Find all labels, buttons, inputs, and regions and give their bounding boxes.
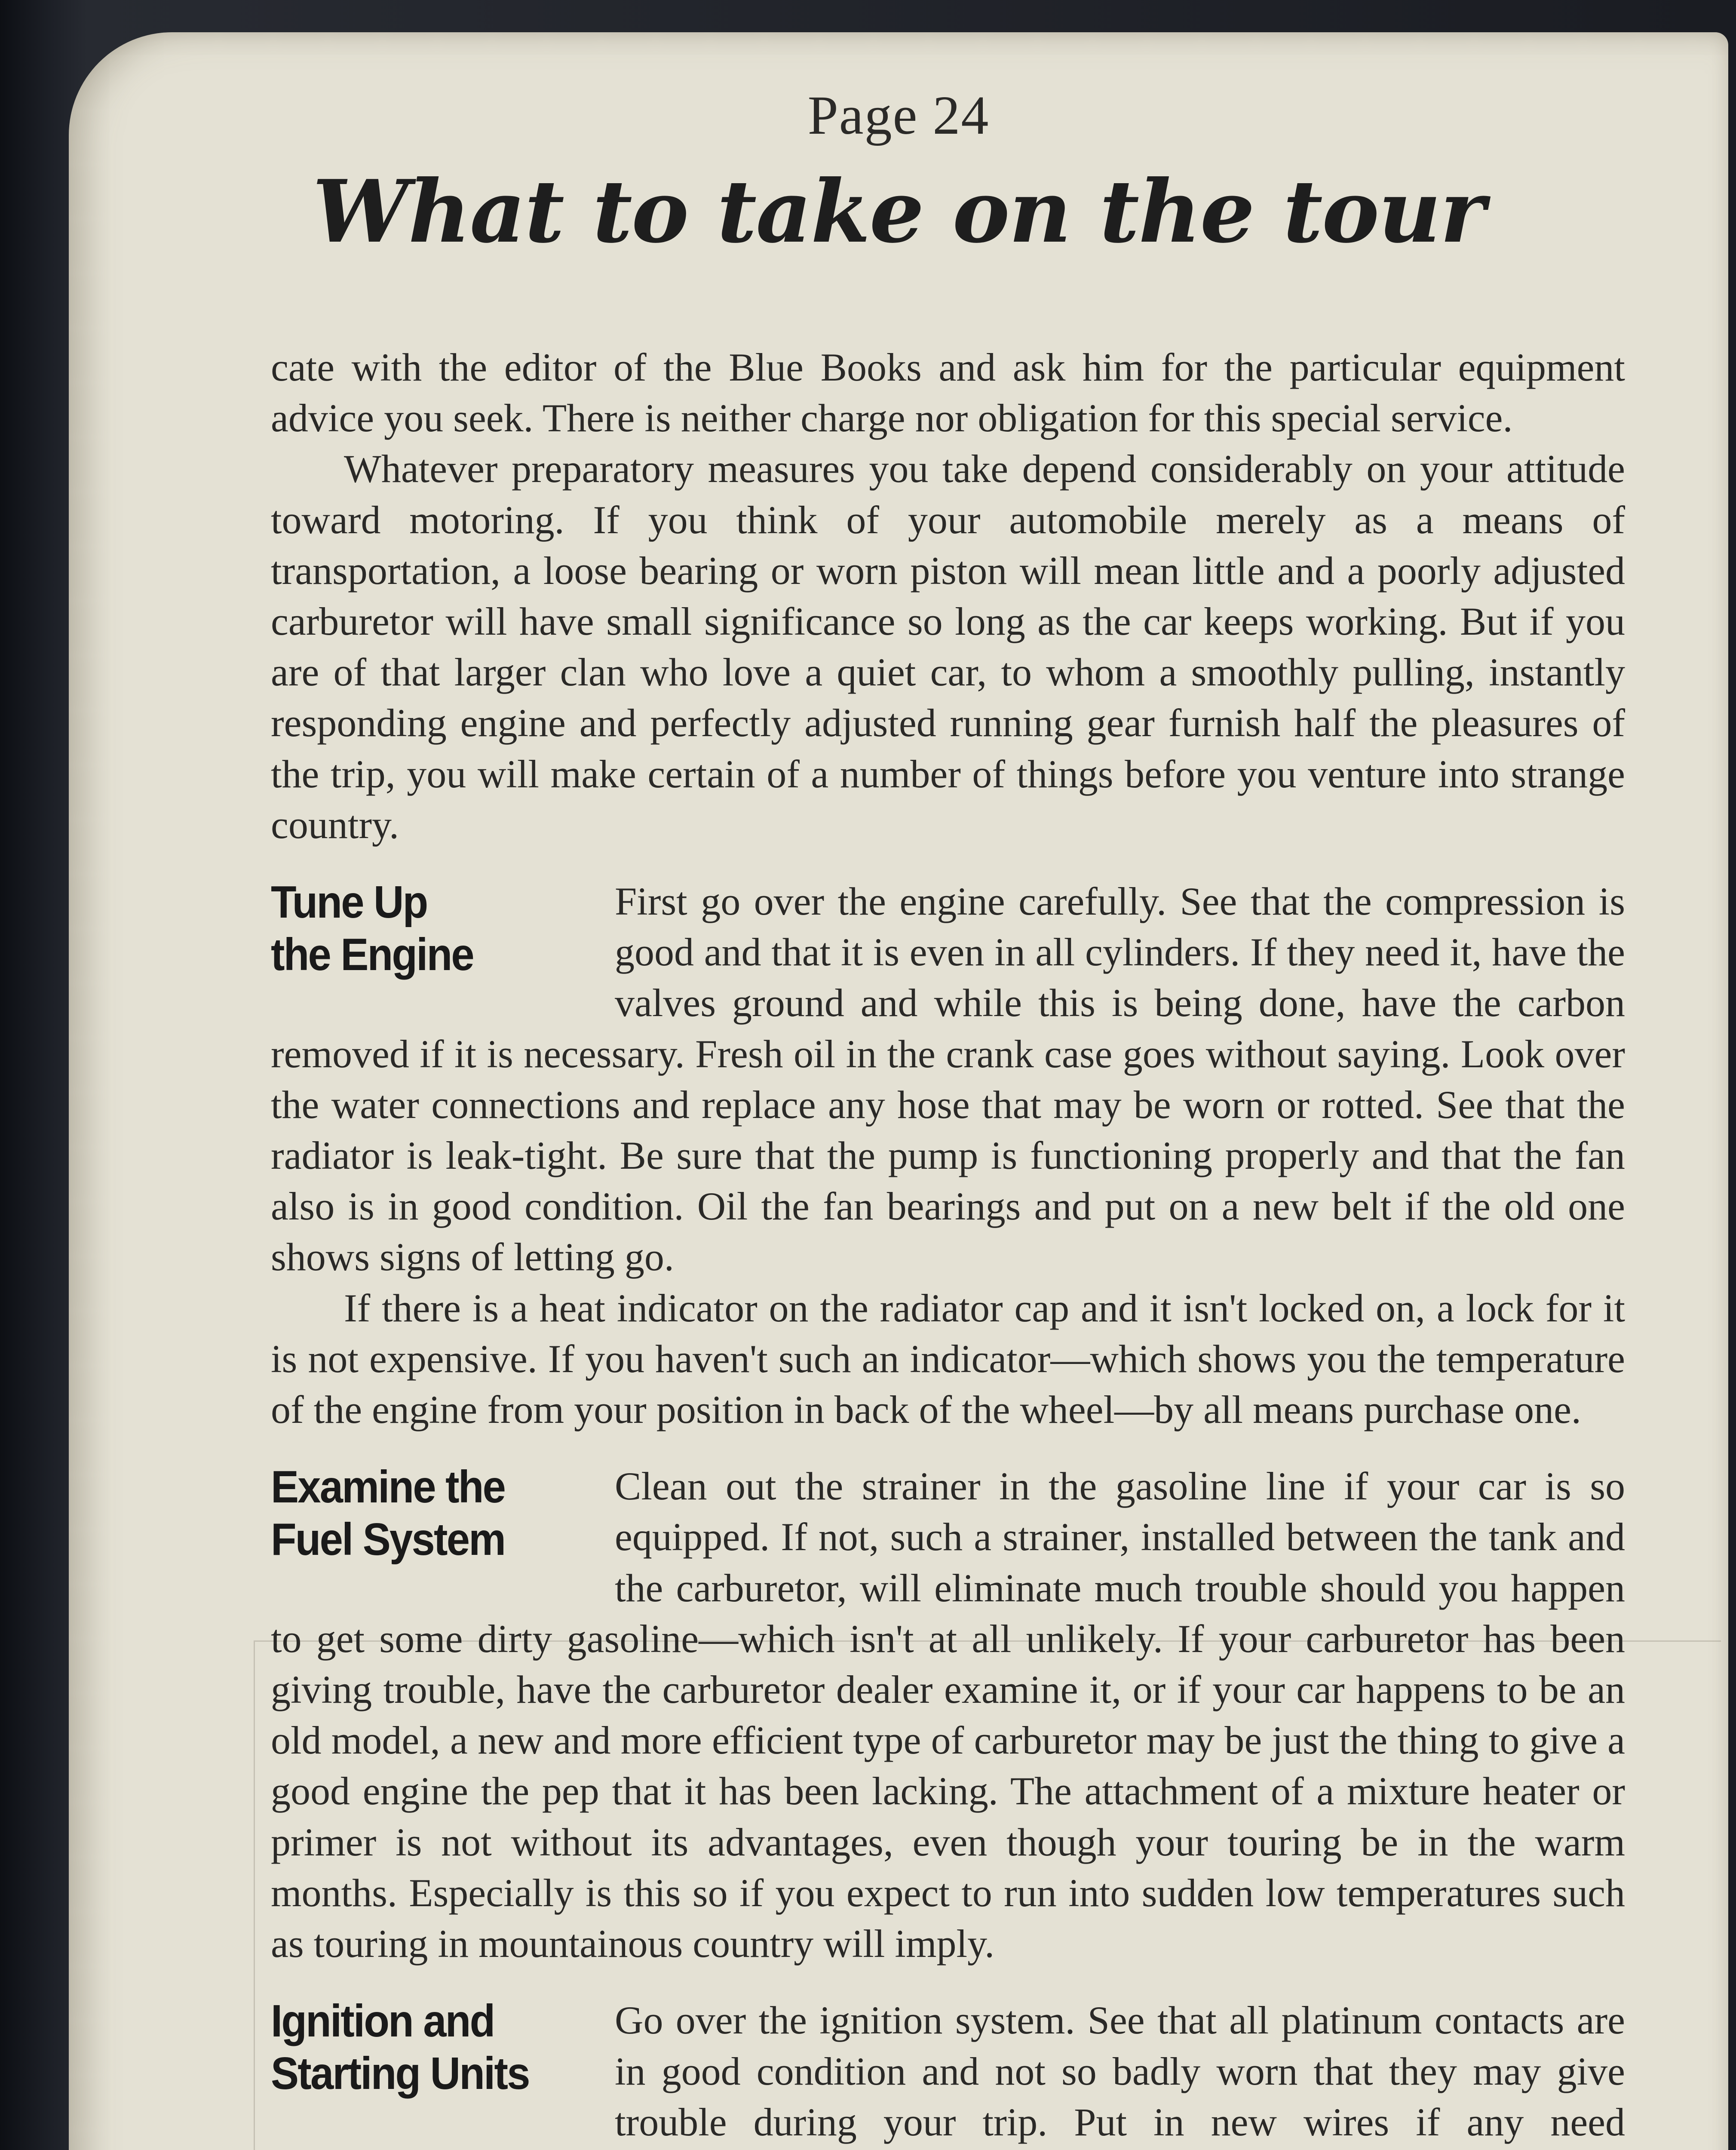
section-heading	[271, 876, 555, 981]
section-paragraph: If there is a heat indicator on the radiator cap and it isn't locked on, a lock for it is not expensive. If you haven't such an indicator—which shows you the temperature of the engine from your position in back of the wheel—by all means purchase one.	[271, 1286, 1625, 1432]
page-title: What to take on the tour	[312, 161, 1485, 262]
section-tune-up-engine	[271, 876, 1625, 1435]
intro-paragraph: Whatever preparatory measures you take depend considerably on your attitude toward motoring. If you think of your automobile merely as a means of transportation, a loose bearing or worn piston will mean little and a poorly adjusted carburetor will have small significance so long as the car keeps working. But if you are of that larger clan who love a quiet car, to whom a smoothly pulling, instantly responding engine and perfectly adjusted running gear furnish half the pleasures of the trip, you will make certain of a number of things before you venture into strange country.	[271, 447, 1625, 847]
section-heading-line: Starting Units	[271, 2048, 529, 2099]
section-paragraph: First go over the engine carefully. See that the compression is good and that it is even in all cylinders. If they need it, have the valves ground and while this is being done, have the carbon removed if it is necessary. Fresh oil in the crank case goes without saying. Look over the water connections and replace any hose that may be worn or rotted. See that the radiator is leak-tight. Be sure that the pump is functioning properly and that the fan also is in good condition. Oil the fan bearings and put on a new belt if the old one shows signs of letting go.	[271, 879, 1625, 1279]
section-paragraph: Clean out the strainer in the gasoline line if your car is so equipped. If not, such a strainer, installed between the tank and the carburetor, will eliminate much trouble should you happen to get some dirty gasoline—which isn't at all unlikely. If your carburetor has been giving trouble, have the carburetor dealer examine it, or if your car happens to be an old model, a new and more efficient type of carburetor may be just the thing to give a good engine the pep that it has been lacking. The attachment of a mixture heater or primer is not without its advantages, even though your touring be in the warm months. Especially is this so if you expect to run into sudden low temperatures such as touring in mountainous country will imply.	[271, 1464, 1625, 1966]
section-paragraph: Go over the ignition system. See that all platinum contacts are in good condition and not so badly worn that they may give trouble during your trip. Put in new wires if any need	[615, 1998, 1625, 2144]
page-number: Page 24	[807, 85, 990, 146]
book-page	[69, 32, 1728, 2150]
intro-paragraph: cate with the editor of the Blue Books and ask him for the particular equipment advice you seek. There is neither charge nor obligation for this special service.	[271, 345, 1625, 440]
section-heading-line: the Engine	[271, 929, 473, 980]
section-heading-line: Tune Up	[271, 877, 427, 928]
section-heading-line: Ignition and	[271, 1996, 494, 2047]
section-heading-line: Examine the	[271, 1462, 505, 1513]
section-fuel-system	[271, 1461, 1625, 1969]
section-heading	[271, 1461, 555, 1566]
section-ignition-starting	[271, 1995, 1625, 2150]
section-heading	[271, 1995, 555, 2100]
page-body	[271, 342, 1625, 2150]
section-heading-line: Fuel System	[271, 1514, 505, 1565]
